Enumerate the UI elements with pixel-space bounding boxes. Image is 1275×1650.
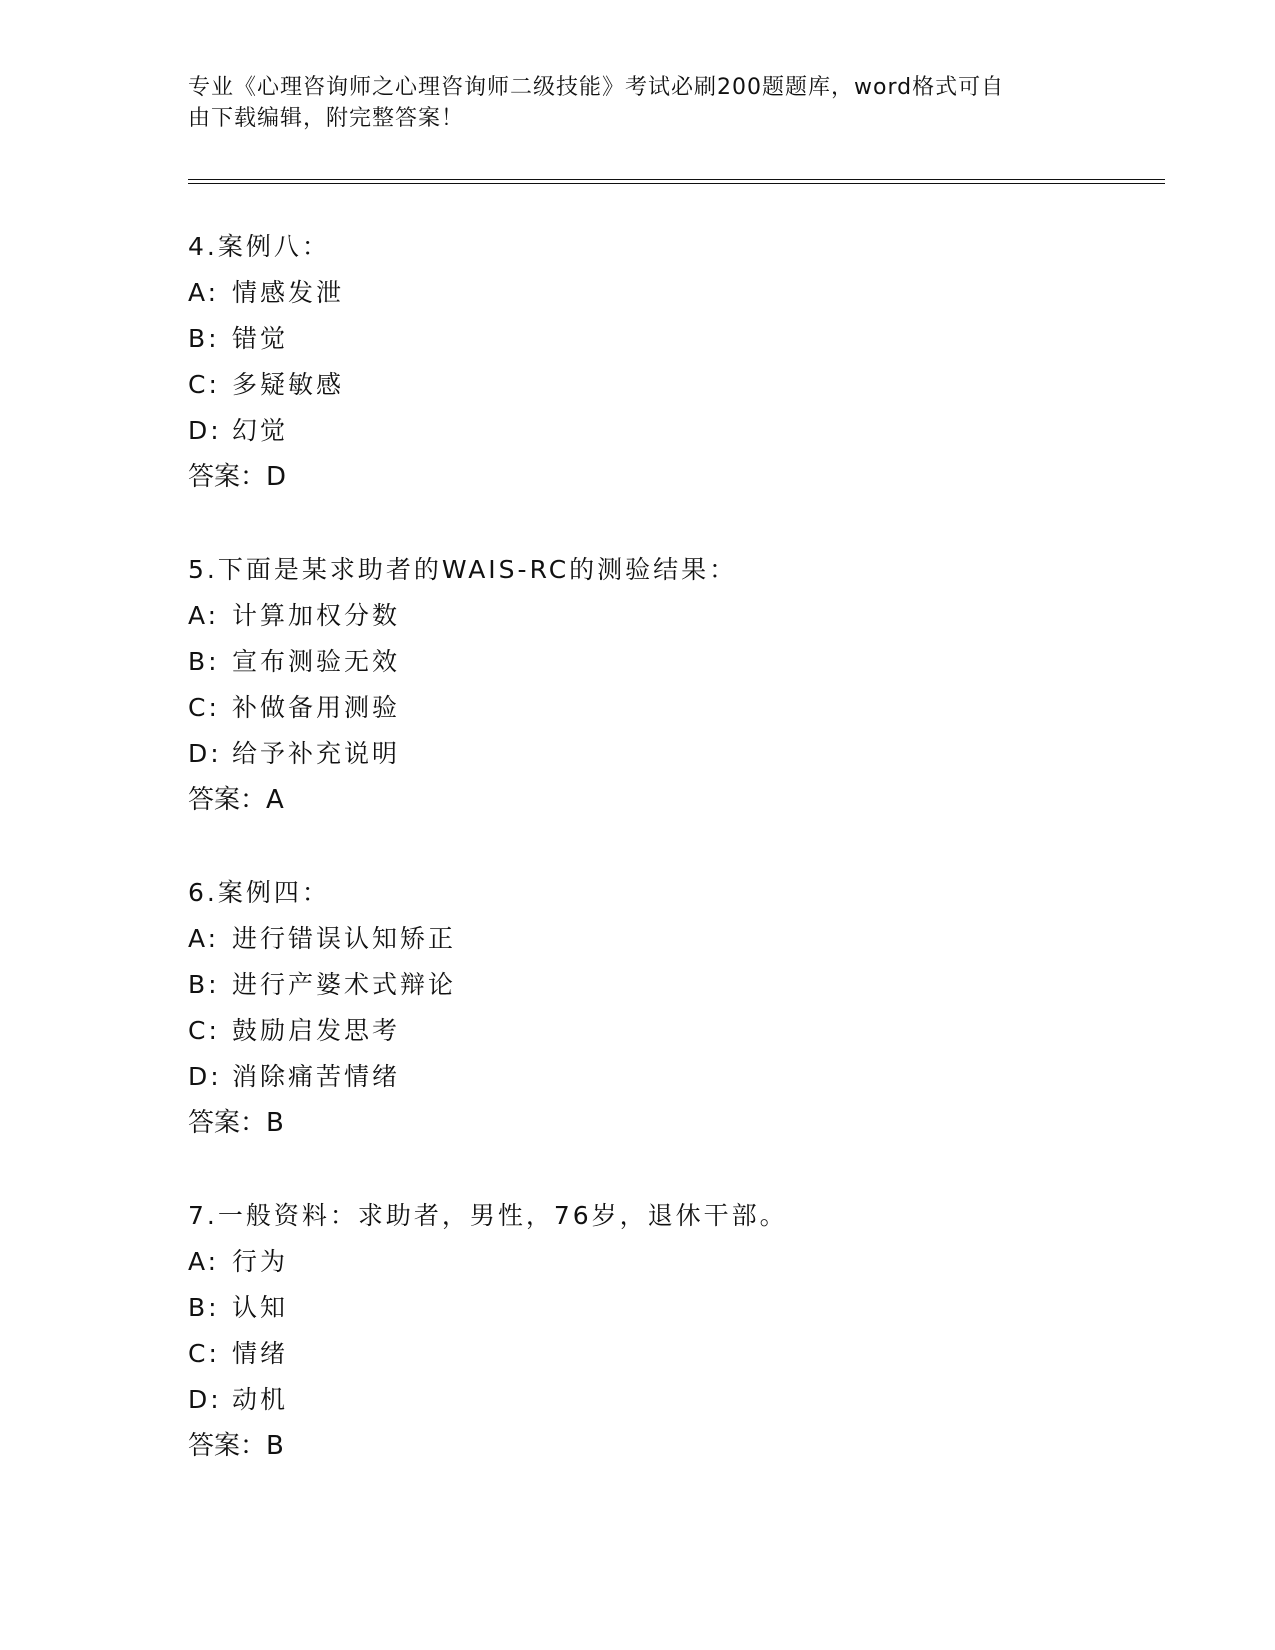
- option-text: 幻觉: [232, 416, 289, 445]
- question-stem: 6.案例四：: [188, 878, 330, 907]
- option-key: D:: [188, 1385, 222, 1414]
- option-key: D:: [188, 739, 222, 768]
- option-d: [188, 1377, 1188, 1423]
- option-b: [188, 1285, 1188, 1331]
- option-text: 宣布测验无效: [232, 647, 401, 676]
- option-key: C:: [188, 1016, 220, 1045]
- header-divider-top: [188, 179, 1165, 180]
- option-text: 情感发泄: [232, 278, 345, 307]
- intro-line-1: 专业《心理咨询师之心理咨询师二级技能》考试必刷200题题库，word格式可自: [188, 75, 1005, 100]
- header-divider-bottom: [188, 183, 1165, 184]
- answer-line: 答案：A: [188, 785, 284, 815]
- option-b: [188, 639, 1188, 685]
- question-block-6: [188, 870, 1188, 1146]
- option-text: 行为: [232, 1247, 289, 1276]
- option-key: D:: [188, 1062, 222, 1091]
- option-d: [188, 1054, 1188, 1100]
- question-stem: 4.案例八：: [188, 232, 330, 261]
- option-b: [188, 962, 1188, 1008]
- question-block-5: [188, 547, 1188, 823]
- option-text: 动机: [232, 1385, 289, 1414]
- question-stem: 5.下面是某求助者的WAIS-RC的测验结果：: [188, 555, 738, 584]
- option-c: [188, 362, 1188, 408]
- option-text: 消除痛苦情绪: [232, 1062, 401, 1091]
- option-key: C:: [188, 1339, 220, 1368]
- option-key: A:: [188, 924, 220, 953]
- document-intro: [188, 72, 1088, 134]
- option-key: A:: [188, 1247, 220, 1276]
- question-block-4: [188, 224, 1188, 500]
- option-text: 补做备用测验: [232, 693, 401, 722]
- option-key: B:: [188, 324, 220, 353]
- option-text: 给予补充说明: [232, 739, 401, 768]
- option-key: A:: [188, 601, 220, 630]
- option-key: C:: [188, 693, 220, 722]
- option-c: [188, 685, 1188, 731]
- option-c: [188, 1008, 1188, 1054]
- question-block-7: [188, 1193, 1188, 1469]
- option-a: [188, 270, 1188, 316]
- option-a: [188, 593, 1188, 639]
- option-b: [188, 316, 1188, 362]
- option-a: [188, 1239, 1188, 1285]
- option-key: A:: [188, 278, 220, 307]
- option-text: 错觉: [232, 324, 289, 353]
- option-key: B:: [188, 970, 220, 999]
- option-text: 鼓励启发思考: [232, 1016, 401, 1045]
- option-text: 计算加权分数: [232, 601, 401, 630]
- option-c: [188, 1331, 1188, 1377]
- option-a: [188, 916, 1188, 962]
- intro-line-2: 由下载编辑，附完整答案！: [188, 106, 465, 131]
- option-d: [188, 731, 1188, 777]
- option-key: B:: [188, 647, 220, 676]
- option-key: B:: [188, 1293, 220, 1322]
- option-key: C:: [188, 370, 220, 399]
- option-text: 认知: [232, 1293, 289, 1322]
- option-text: 多疑敏感: [232, 370, 345, 399]
- option-key: D:: [188, 416, 222, 445]
- option-text: 情绪: [232, 1339, 289, 1368]
- answer-line: 答案：D: [188, 462, 287, 492]
- answer-line: 答案：B: [188, 1431, 284, 1461]
- question-stem: 7.一般资料：求助者，男性，76岁，退休干部。: [188, 1201, 788, 1230]
- answer-line: 答案：B: [188, 1108, 284, 1138]
- option-text: 进行产婆术式辩论: [232, 970, 457, 999]
- option-text: 进行错误认知矫正: [232, 924, 457, 953]
- option-d: [188, 408, 1188, 454]
